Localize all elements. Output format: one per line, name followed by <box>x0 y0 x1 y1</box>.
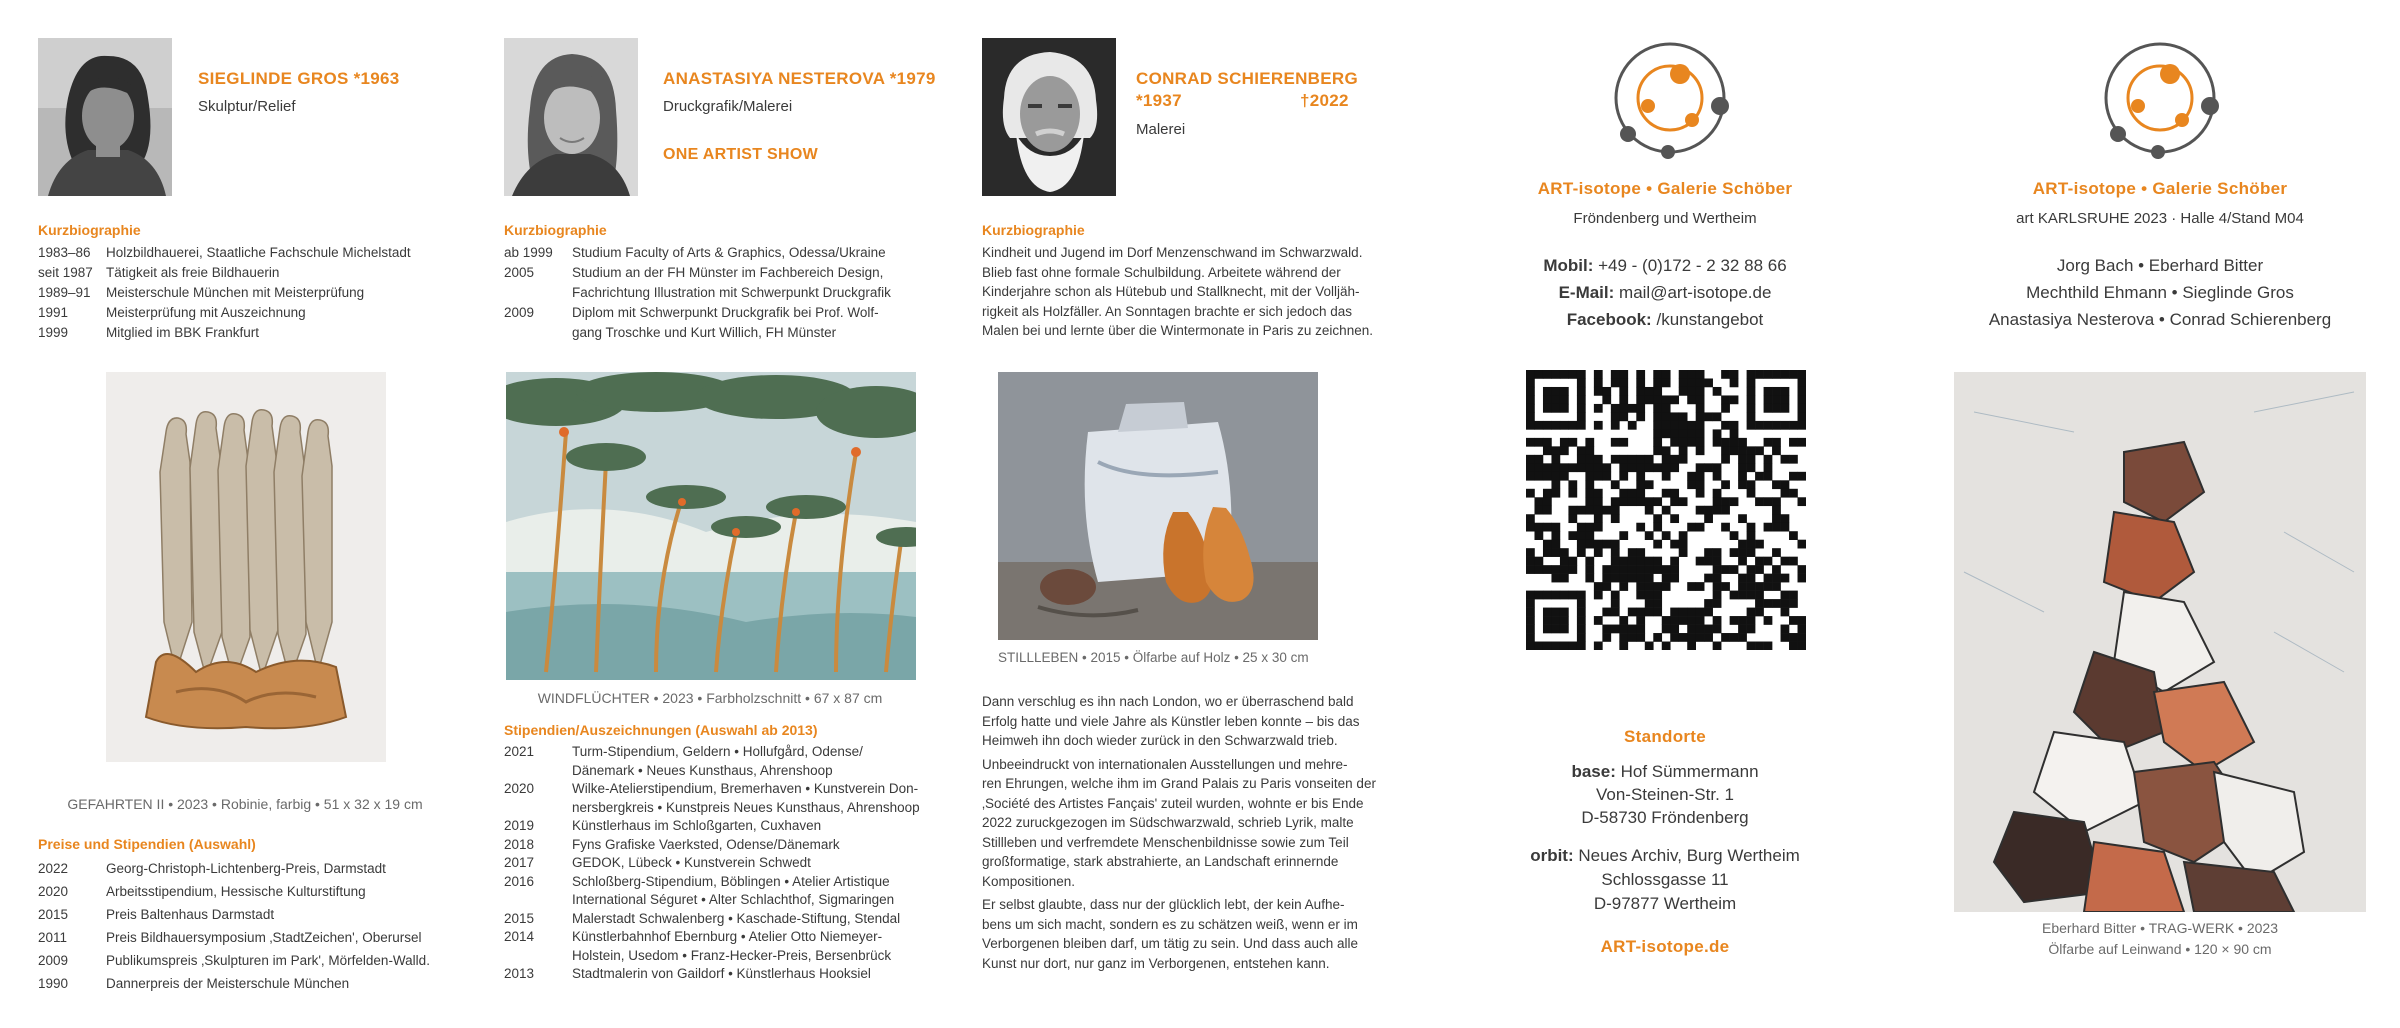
list-item <box>504 263 954 283</box>
list-item-year <box>504 762 572 781</box>
paragraph-line: Blieb fast ohne formale Schulbildung. Arbeitete während der <box>982 264 1341 280</box>
panel-art-karlsruhe <box>1880 0 2400 1028</box>
list-item-year: 2020 <box>504 781 535 796</box>
orbit-line-3: D-97877 Wertheim <box>1593 894 1737 913</box>
awards-list <box>504 743 954 984</box>
list-item <box>504 243 954 263</box>
list-item <box>504 947 954 966</box>
woodcut-artwork <box>506 372 916 680</box>
email-line <box>1450 279 1880 306</box>
list-item <box>38 303 458 323</box>
paragraph-line: Kinderjahre schon als Hütebub und Stallknecht, mit der Volljäh- <box>982 284 1360 299</box>
portrait-anastasiya-nesterova <box>504 38 638 196</box>
list-item-year: 2020 <box>38 884 69 899</box>
list-item-year: 2022 <box>38 861 69 876</box>
paragraph-line: Kindheit und Jugend im Dorf Menzenschwand im Schwarzwald. <box>982 245 1363 260</box>
paragraph-line: ‚Société des Artistes Fançais' zuteil wurden, wohnte er bis Ende <box>982 795 1364 811</box>
list-item <box>38 243 458 263</box>
list-item-year: seit 1987 <box>38 265 93 280</box>
artist-name: SIEGLINDE GROS *1963 <box>198 69 400 88</box>
list-item-year: 2015 <box>504 910 535 926</box>
list-item-text: Dänemark • Neues Kunsthaus, Ahrenshoop <box>572 762 833 778</box>
paragraph <box>982 895 1447 973</box>
awards-title: Stipendien/Auszeichnungen (Auswahl ab 2013) <box>504 722 818 738</box>
paragraph-line: bens um sich macht, sondern es zu schätzen weiß, wenn er im <box>982 916 1358 932</box>
artwork-caption: GEFAHRTEN II • 2023 • Robinie, farbig • 51 x 32 x 19 cm <box>67 796 423 812</box>
list-item <box>504 283 954 303</box>
list-item-text: Diplom mit Schwerpunkt Druckgrafik bei Prof. Wolf- <box>572 305 879 320</box>
artist-discipline: Skulptur/Relief <box>198 98 296 115</box>
list-item-text: Dannerpreis der Meisterschule München <box>106 976 350 991</box>
artwork-caption: WINDFLÜCHTER • 2023 • Farbholzschnitt • 67 x 87 cm <box>537 690 883 706</box>
art-isotope-logo-icon <box>2098 36 2222 160</box>
list-item-year: ab 1999 <box>504 245 553 260</box>
list-item-text: International Séguret • Alter Schlachthof, Sigmaringen <box>572 892 895 907</box>
list-item <box>38 263 458 283</box>
paragraph-line: Heimweh ihn doch wieder zurück in den Schwarzwald trieb. <box>982 733 1338 748</box>
list-item-year: 1983–86 <box>38 245 91 260</box>
list-item-year: 2018 <box>504 836 535 852</box>
facebook-line <box>1450 306 1880 333</box>
list-item-year: 2005 <box>504 265 535 280</box>
list-item-year: 1999 <box>38 325 69 340</box>
mobile-number[interactable]: +49 - (0)172 - 2 32 88 66 <box>1598 256 1787 275</box>
list-item <box>504 762 954 781</box>
list-item <box>504 780 954 799</box>
facebook-handle[interactable]: /kunstangebot <box>1656 310 1764 329</box>
panel-conrad-schierenberg <box>960 0 1450 1028</box>
base-line-3: D-58730 Fröndenberg <box>1581 808 1749 827</box>
base-location <box>1450 760 1880 829</box>
list-item-text: nersbergkreis • Kunstpreis Neues Kunsthaus, Ahrenshoop <box>572 799 920 815</box>
paragraph-line: 2022 zuruckgezogen im Südschwarzwald, schrieb Lyrik, malte <box>982 815 1354 830</box>
list-item-text: Stadtmalerin von Gaildorf • Künstlerhaus Hooksiel <box>572 966 871 981</box>
list-item-year: 1989–91 <box>38 285 91 300</box>
prizes-list <box>38 857 470 995</box>
bio-title: Kurzbiographie <box>982 222 1085 238</box>
portrait-conrad-schierenberg <box>982 38 1116 196</box>
artists-list <box>1880 252 2400 333</box>
one-artist-show-label: ONE ARTIST SHOW <box>663 146 819 163</box>
list-item-text: Fyns Grafiske Vaerksted, Odense/Dänemark <box>572 836 840 852</box>
list-item-text: Mitglied im BBK Frankfurt <box>106 325 260 340</box>
portrait-sieglinde-gros <box>38 38 172 196</box>
list-item-text: Preis Bildhauersymposium ‚StadtZeichen', Oberursel <box>106 930 422 945</box>
list-item-text: Arbeitsstipendium, Hessische Kulturstiftung <box>106 884 366 899</box>
list-item-text: Meisterschule München mit Meisterprüfung <box>106 285 365 300</box>
list-item <box>504 303 954 323</box>
list-item-text: Holstein, Usedom • Franz-Hecker-Preis, Bersenbrück <box>572 947 892 963</box>
base-line-1: Hof Sümmermann <box>1620 762 1759 781</box>
gallery-name: ART-isotope • Galerie Schöber <box>2032 179 2288 198</box>
list-item-text: Publikumspreis ‚Skulpturen im Park', Mörfelden-Walld. <box>106 953 430 968</box>
artist-birth-year: *1937 <box>1136 91 1182 110</box>
facebook-label: Facebook: <box>1566 310 1652 329</box>
list-item-year <box>504 891 572 910</box>
gallery-location: Fröndenberg und Wertheim <box>1573 210 1757 227</box>
list-item-year <box>504 283 572 303</box>
art-isotope-logo-icon <box>1608 36 1732 160</box>
panel-sieglinde-gros <box>0 0 470 1028</box>
list-item-year: 2019 <box>504 818 535 833</box>
list-item <box>38 880 470 903</box>
list-item <box>38 949 470 972</box>
standorte-title: Standorte <box>1623 727 1707 746</box>
paragraph-line: Kompositionen. <box>982 873 1076 889</box>
bio-text <box>982 243 1442 345</box>
orbit-line-1: Neues Archiv, Burg Wertheim <box>1578 846 1800 865</box>
list-item <box>504 817 954 836</box>
paragraph-line: großformatige, stark abstrahierte, an Landschaft erinnernde <box>982 854 1339 869</box>
list-item-year: 2017 <box>504 855 535 870</box>
list-item <box>504 743 954 762</box>
list-item <box>504 891 954 910</box>
paragraph-line: Malen bei und lernte über die Wintermonate in Paris zu zeichnen. <box>982 323 1373 338</box>
list-item <box>504 323 954 343</box>
paragraph <box>982 692 1447 751</box>
artist-discipline: Druckgrafik/Malerei <box>663 98 793 115</box>
sculpture-artwork <box>106 372 386 762</box>
list-item-year <box>504 323 572 343</box>
orbit-location <box>1450 844 1880 916</box>
orbit-label: orbit: <box>1530 846 1574 865</box>
paragraph-line: Stillleben und verfremdete Menschenbildnisse sowie zum Teil <box>982 834 1349 850</box>
paragraph-line: rigkeit als Holzfäller. An Sonntagen brachte er sich jedoch das <box>982 303 1352 319</box>
list-item-year <box>504 799 572 818</box>
artist-death-year: †2022 <box>1300 91 1349 110</box>
bio-title: Kurzbiographie <box>38 222 141 238</box>
bio-title: Kurzbiographie <box>504 222 607 238</box>
still-life-artwork <box>998 372 1318 640</box>
list-item <box>38 283 458 303</box>
list-item-text: Meisterprüfung mit Auszeichnung <box>106 305 306 320</box>
list-item <box>504 836 954 855</box>
bio-list <box>504 243 954 343</box>
list-item-year: 2016 <box>504 873 535 889</box>
website-link[interactable]: ART-isotope.de <box>1600 937 1730 956</box>
artwork-caption-line-1: Eberhard Bitter • TRAG-WERK • 2023 <box>2042 920 2278 936</box>
base-label: base: <box>1571 762 1616 781</box>
list-item <box>504 910 954 929</box>
biography-paragraphs <box>982 692 1447 977</box>
list-item-text: Studium Faculty of Arts & Graphics, Odessa/Ukraine <box>572 245 886 260</box>
list-item-year: 2009 <box>38 953 69 968</box>
list-item-year: 2021 <box>504 744 535 759</box>
list-item-text: gang Troschke und Kurt Willich, FH Münster <box>572 325 837 340</box>
artists-line-3: Anastasiya Nesterova • Conrad Schierenberg <box>1988 310 2332 329</box>
artists-line-1: Jorg Bach • Eberhard Bitter <box>2056 256 2264 275</box>
list-item <box>38 926 470 949</box>
mobile-line <box>1450 252 1880 279</box>
bio-list <box>38 243 458 343</box>
list-item-text: Schloßberg-Stipendium, Böblingen • Atelier Artistique <box>572 873 890 889</box>
artist-name: CONRAD SCHIERENBERG <box>1136 69 1358 88</box>
list-item <box>38 323 458 343</box>
mobile-label: Mobil: <box>1543 256 1594 275</box>
list-item <box>38 903 470 926</box>
prizes-title: Preise und Stipendien (Auswahl) <box>38 836 256 852</box>
artwork-caption-line-2: Ölfarbe auf Leinwand • 120 × 90 cm <box>2048 941 2272 957</box>
artist-discipline: Malerei <box>1136 121 1186 138</box>
paragraph <box>982 755 1447 892</box>
qr-code-icon[interactable] <box>1526 370 1806 650</box>
paragraph-line: Unbeeindruckt von internationalen Ausstellungen und mehre- <box>982 756 1348 772</box>
list-item-year: 1990 <box>38 976 69 991</box>
fair-info: art KARLSRUHE 2023 · Halle 4/Stand M04 <box>2016 210 2304 227</box>
list-item <box>38 857 470 880</box>
artist-name: ANASTASIYA NESTEROVA *1979 <box>663 69 936 88</box>
paragraph-line: Dann verschlug es ihn nach London, wo er überraschend bald <box>982 694 1354 709</box>
list-item <box>504 873 954 892</box>
list-item <box>38 972 470 995</box>
paragraph-line: Kunst nur dort, nur ganz im Verborgenen, entstehen kann. <box>982 955 1330 971</box>
list-item-text: Wilke-Atelierstipendium, Bremerhaven • Kunstverein Don- <box>572 781 919 796</box>
email-label: E-Mail: <box>1558 283 1615 302</box>
panel-gallery-contact <box>1450 0 1880 1028</box>
list-item-text: Turm-Stipendium, Geldern • Hollufgård, Odense/ <box>572 744 863 759</box>
list-item-year: 2013 <box>504 966 535 981</box>
artwork-caption: STILLLEBEN • 2015 • Ölfarbe auf Holz • 25 x 30 cm <box>998 650 1309 665</box>
paragraph <box>982 243 1442 341</box>
list-item-year: 2009 <box>504 305 535 320</box>
paragraph-line: ren Ehrungen, welche ihm im Grand Palais zu Paris vonseiten der <box>982 776 1376 791</box>
contact-block <box>1450 252 1880 333</box>
paragraph-line: Verborgenen bleiben darf, um tätig zu sein. Und dass auch alle <box>982 936 1358 951</box>
list-item-text: Holzbildhauerei, Staatliche Fachschule Michelstadt <box>106 245 411 260</box>
list-item-year <box>504 947 572 966</box>
list-item-text: Malerstadt Schwalenberg • Kaschade-Stiftung, Stendal <box>572 910 901 926</box>
list-item-text: Tätigkeit als freie Bildhauerin <box>106 265 280 280</box>
paragraph-line: Er selbst glaubte, dass nur der glücklich lebt, der kein Aufhe- <box>982 897 1345 912</box>
orbit-line-2: Schlossgasse 11 <box>1601 870 1729 889</box>
list-item-text: Fachrichtung Illustration mit Schwerpunkt Druckgrafik <box>572 285 891 300</box>
base-line-2: Von-Steinen-Str. 1 <box>1596 785 1734 804</box>
paragraph-line: Erfolg hatte und viele Jahre als Künstler leben konnte – bis das <box>982 713 1360 729</box>
list-item-year: 1991 <box>38 305 69 320</box>
list-item-text: Preis Baltenhaus Darmstadt <box>106 907 275 922</box>
email-address[interactable]: mail@art-isotope.de <box>1619 283 1772 302</box>
list-item-text: GEDOK, Lübeck • Kunstverein Schwedt <box>572 855 811 870</box>
list-item-year: 2014 <box>504 929 535 944</box>
list-item <box>504 965 954 984</box>
panel-anastasiya-nesterova <box>470 0 960 1028</box>
list-item-year: 2011 <box>38 930 68 945</box>
list-item-text: Studium an der FH Münster im Fachbereich Design, <box>572 265 884 280</box>
list-item <box>504 799 954 818</box>
list-item-text: Künstlerbahnhof Ebernburg • Atelier Otto Niemeyer- <box>572 929 883 944</box>
list-item-text: Künstlerhaus im Schloßgarten, Cuxhaven <box>572 818 822 833</box>
list-item-text: Georg-Christoph-Lichtenberg-Preis, Darmstadt <box>106 861 386 876</box>
trag-werk-artwork <box>1954 372 2366 912</box>
list-item-year: 2015 <box>38 907 69 922</box>
gallery-name: ART-isotope • Galerie Schöber <box>1537 179 1793 198</box>
artists-line-2: Mechthild Ehmann • Sieglinde Gros <box>2026 283 2294 302</box>
list-item <box>504 854 954 873</box>
list-item <box>504 928 954 947</box>
